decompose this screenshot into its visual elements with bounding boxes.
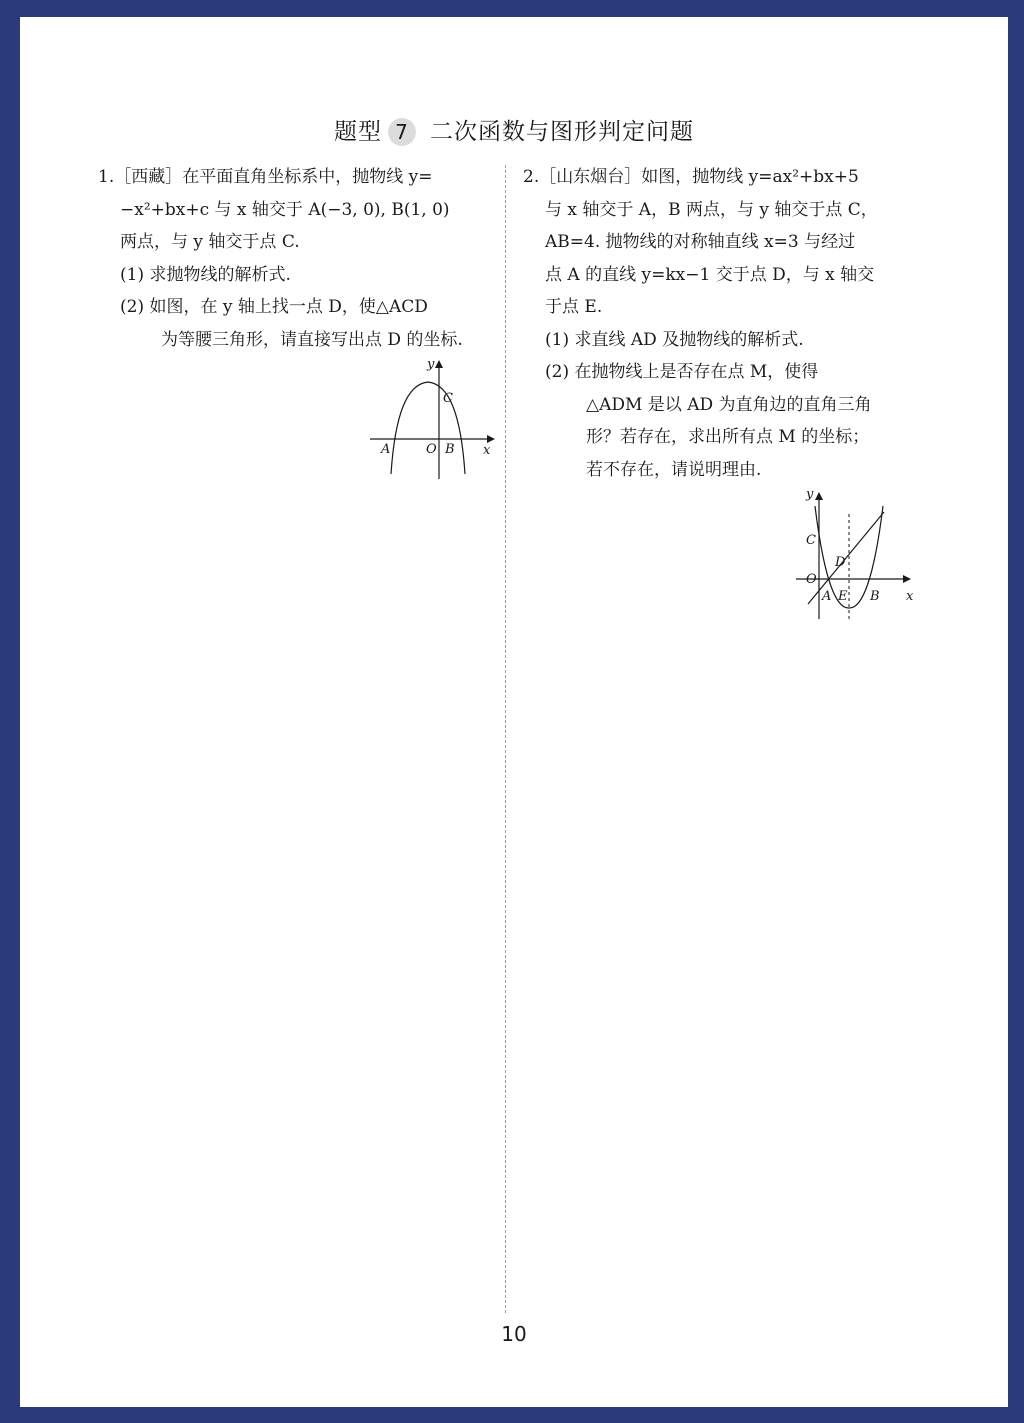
problem-2-line-4: 点 A 的直线 y=kx−1 交于点 D，与 x 轴交 <box>545 264 875 285</box>
problem-1-line-2: −x²+bx+c 与 x 轴交于 A(−3, 0), B(1, 0) <box>120 199 450 220</box>
problem-1 <box>98 161 488 356</box>
problem-2-part-1: (1) 求直线 AD 及抛物线的解析式. <box>545 329 804 350</box>
problem-2-line-1: 2.［山东烟台］如图，抛物线 y=ax²+bx+5 <box>523 167 859 187</box>
type-number-badge: 7 <box>388 118 416 146</box>
problem-2-figure <box>788 484 918 624</box>
title-prefix: 题型 <box>334 119 382 145</box>
problem-2-line-5: 于点 E. <box>545 297 603 317</box>
problem-2-part-2: (2) 在抛物线上是否存在点 M，使得 <box>545 362 819 382</box>
fig1-y-arrow-icon <box>435 360 443 368</box>
fig1-x-arrow-icon <box>487 435 495 443</box>
fig2-label-c: C <box>806 533 816 548</box>
problem-2 <box>523 161 915 486</box>
fig1-label-o: O <box>426 442 437 457</box>
fig1-label-x: x <box>483 443 491 458</box>
problem-1-line-3: 两点，与 y 轴交于点 C. <box>120 232 300 252</box>
fig1-label-a: A <box>381 442 391 457</box>
page-title <box>20 113 1008 146</box>
fig1-parabola <box>391 382 465 474</box>
fig1-label-y: y <box>427 357 435 372</box>
fig1-label-b: B <box>445 442 455 457</box>
problem-1-line-1: 1.［西藏］在平面直角坐标系中，抛物线 y= <box>98 167 433 187</box>
column-divider <box>505 165 506 1313</box>
problem-2-part-2-cont-2: 形？若存在，求出所有点 M 的坐标； <box>586 427 870 447</box>
fig2-label-o: O <box>806 572 817 587</box>
fig2-label-y: y <box>806 487 814 502</box>
problem-2-part-2-cont-3: 若不存在，请说明理由. <box>586 459 762 480</box>
worksheet-page <box>20 17 1008 1407</box>
fig2-label-a: A <box>822 589 832 604</box>
problem-2-part-2-cont-1: △ADM 是以 AD 为直角边的直角三角 <box>586 394 872 415</box>
page-number: 10 <box>501 1322 527 1346</box>
fig1-label-c: C <box>443 391 453 406</box>
problem-2-line-2: 与 x 轴交于 A，B 两点，与 y 轴交于点 C， <box>545 199 878 220</box>
fig2-label-d: D <box>835 555 846 570</box>
fig2-label-b: B <box>870 589 880 604</box>
problem-1-part-1: (1) 求抛物线的解析式. <box>120 264 291 285</box>
problem-1-figure <box>365 354 495 484</box>
title-text: 二次函数与图形判定问题 <box>430 119 694 145</box>
fig2-x-arrow-icon <box>903 575 911 583</box>
fig2-label-e: E <box>838 589 848 604</box>
fig2-y-arrow-icon <box>815 492 823 500</box>
fig2-label-x: x <box>906 589 914 604</box>
problem-1-part-2-cont: 为等腰三角形，请直接写出点 D 的坐标. <box>161 329 463 350</box>
problem-1-part-2: (2) 如图，在 y 轴上找一点 D，使△ACD <box>120 297 428 317</box>
problem-2-line-3: AB=4. 抛物线的对称轴直线 x=3 与经过 <box>545 232 856 252</box>
